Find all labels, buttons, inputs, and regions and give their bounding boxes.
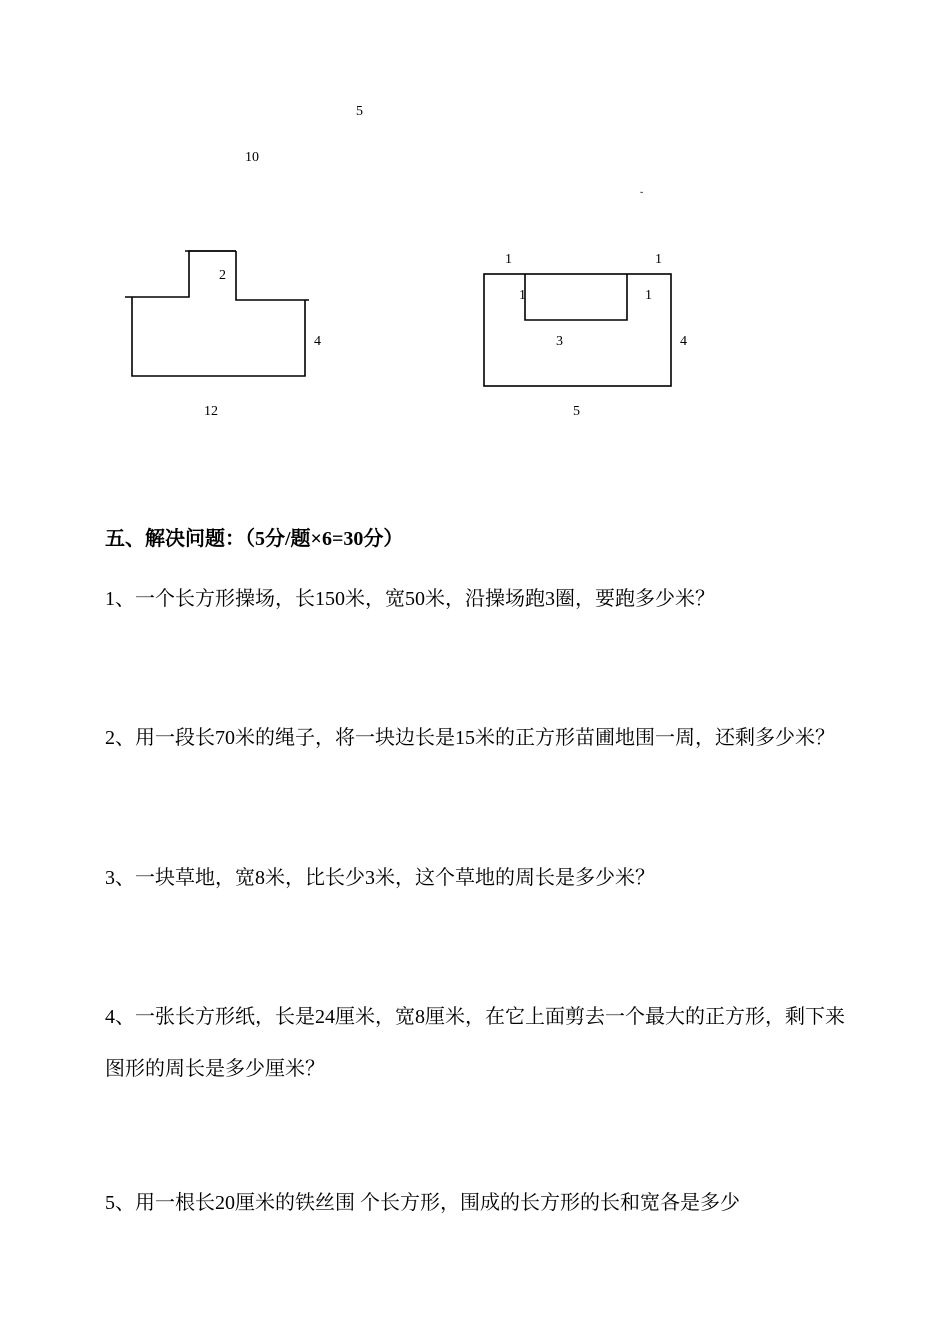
section-title: 五、解决问题：（5分/题×6=30分）	[105, 528, 404, 550]
question-4: 4、一张长方形纸，长是24厘米，宽8厘米，在它上面剪去一个最大的正方形，剩下来图形的周长是多少厘米？	[105, 1006, 845, 1080]
right-label-top-left: 1	[505, 252, 512, 267]
right-stray-mark: ˘	[640, 191, 644, 202]
right-label-right: 4	[680, 334, 687, 349]
right-label-inner-left: 1	[519, 288, 526, 303]
question-3: 3、一块草地，宽8米，比长少3米，这个草地的周长是多少米？	[105, 867, 655, 889]
right-label-inner-bottom: 3	[556, 334, 563, 349]
left-label-bottom: 12	[204, 404, 218, 419]
left-figure	[125, 251, 309, 376]
left-label-right: 4	[314, 334, 321, 349]
right-outer-rect	[484, 274, 671, 386]
question-1: 1、一个长方形操场，长150米，宽50米，沿操场跑3圈，要跑多少米？	[105, 588, 715, 610]
right-inner-rect	[525, 274, 627, 320]
right-figure	[484, 274, 671, 386]
question-5: 5、用一根长20厘米的铁丝围 个长方形，围成的长方形的长和宽各是多少	[105, 1192, 740, 1214]
left-label-notch: 2	[219, 268, 226, 283]
question-2: 2、用一段长70米的绳子，将一块边长是15米的正方形苗圃地围一周，还剩多少米？	[105, 727, 835, 749]
right-label-top-right: 1	[655, 252, 662, 267]
right-label-inner-right: 1	[645, 288, 652, 303]
left-label-upper: 10	[245, 150, 259, 165]
geometry-figures	[0, 0, 950, 460]
right-label-bottom: 5	[573, 404, 580, 419]
left-label-top: 5	[356, 104, 363, 119]
